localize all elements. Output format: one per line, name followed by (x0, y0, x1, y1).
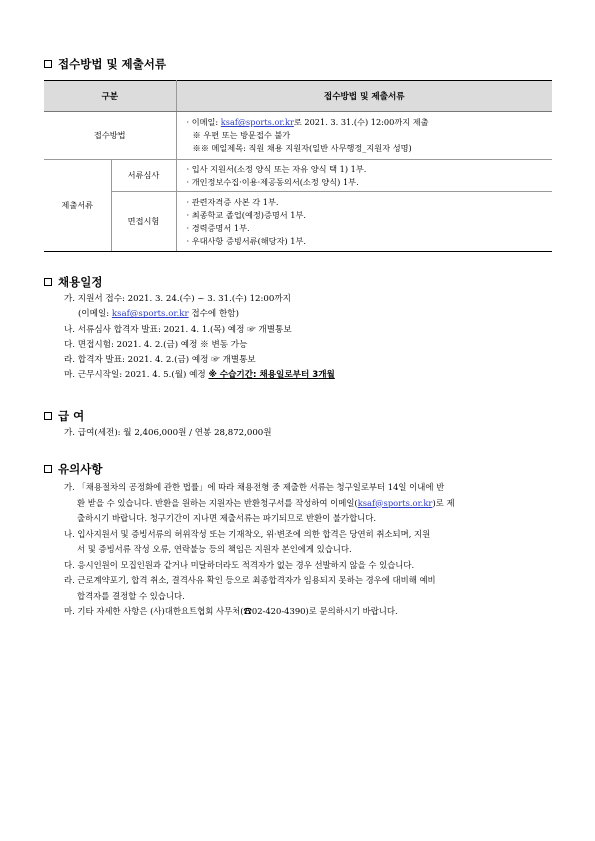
section-heading-schedule (44, 274, 102, 290)
section-title: 급 여 (58, 409, 85, 423)
submission-table (44, 80, 552, 252)
salary-item: 가. 급여(세전): 월 2,406,000원 / 연봉 28,872,000원 (64, 428, 272, 438)
checkbox-square-icon (44, 278, 52, 286)
schedule-item: 나. 서류심사 합격자 발표: 2021. 4. 1.(목) 예정 ☞ 개별통보 (64, 324, 292, 335)
checkbox-square-icon (44, 412, 52, 420)
list-item: · 최종학교 졸업(예정)증명서 1부. (186, 209, 307, 220)
screening-content (176, 160, 552, 192)
schedule-list (64, 292, 335, 384)
schedule-item: 가. 지원서 접수: 2021. 3. 24.(수) ~ 3. 31.(수) 12:00까지 (64, 294, 291, 304)
interview-label: 면접시험 (111, 192, 176, 252)
email-link[interactable]: ksaf@sports.or.kr (357, 497, 433, 508)
docs-label: 제출서류 (44, 160, 111, 252)
note-item: 라. 근로계약포기, 합격 취소, 결격사유 확인 등으로 최종합격자가 임용되지 못하는 경우에 대비해 예비 (64, 575, 436, 585)
method-email-line (187, 116, 547, 129)
screening-label: 서류심사 (111, 160, 176, 192)
method-label: 접수방법 (44, 112, 176, 160)
table-row-method (44, 112, 552, 160)
list-item: · 경력증명서 1부. (186, 222, 250, 233)
text: (이메일: (78, 309, 112, 320)
email-link[interactable]: ksaf@sports.or.kr (111, 309, 189, 320)
list-item: · 개인정보수집·이용·제공동의서(소정 양식) 1부. (186, 176, 359, 187)
text: 로 2021. 3. 31.(수) 12:00까지 제출 (293, 117, 429, 127)
note-item: 가. 「채용절차의 공정화에 관한 법률」에 따라 채용전형 중 제출한 서류는 청구일로부터 14일 이내에 반 (64, 482, 445, 492)
note-item-cont: 출하시기 바랍니다. 청구기간이 지나면 제출서류는 파기되므로 반환이 불가합니다. (77, 513, 377, 523)
list-item: · 입사 지원서(소정 양식 또는 자유 양식 택 1) 1부. (186, 163, 367, 174)
note-item: 나. 입사지원서 및 증빙서류의 허위작성 또는 기재착오, 위·변조에 의한 합격은 당연히 취소되며, 지원 (64, 528, 431, 539)
schedule-item: 다. 면접시험: 2021. 4. 2.(금) 예정 ※ 변동 가능 (64, 339, 248, 350)
header-content: 접수방법 및 제출서류 (176, 81, 552, 112)
section-title: 유의사항 (58, 462, 103, 476)
note-item-cont: 합격자를 결정할 수 있습니다. (77, 590, 185, 601)
note-item: 다. 응시인원이 모집인원과 같거나 미달하더라도 적격자가 없는 경우 선발하지 않을 수 있습니다. (64, 559, 415, 570)
text: · 이메일: (186, 117, 221, 127)
method-content (176, 112, 552, 160)
section-heading-salary (44, 408, 84, 424)
notes-list (64, 480, 554, 620)
schedule-item (64, 368, 335, 383)
section-title: 채용일정 (58, 275, 103, 289)
note-item-cont (64, 496, 554, 512)
section-title: 접수방법 및 제출서류 (58, 57, 166, 71)
probation-note: ※ 수습기간: 채용일로부터 3개월 (208, 370, 335, 381)
schedule-item: 라. 합격자 발표: 2021. 4. 2.(금) 예정 ☞ 개별통보 (64, 355, 256, 366)
note-item: 마. 기타 자세한 사항은 (사)대한요트협회 사무처(☎02-420-4390)로 문의하시기 바랍니다. (64, 606, 398, 616)
table-row-interview (44, 192, 552, 252)
method-no-mail-line: ※ 우편 또는 방문접수 불가 (192, 130, 291, 140)
schedule-item-note (64, 307, 335, 322)
email-link[interactable]: ksaf@sports.or.kr (220, 117, 294, 127)
checkbox-square-icon (44, 60, 52, 68)
text: 환 받을 수 있습니다. 반환을 원하는 지원자는 반환청구서를 작성하여 이메일( (77, 497, 358, 508)
text: 접수에 한함) (188, 309, 239, 320)
interview-content (176, 192, 552, 252)
text: 마. 근무시작일: 2021. 4. 5.(월) 예정 (64, 370, 209, 381)
table-row-screening (44, 160, 552, 192)
list-item: · 관련자격증 사본 각 1부. (186, 196, 279, 207)
section-heading-notes (44, 461, 102, 477)
method-subject-line: ※※ 메일제목: 직원 채용 지원자(일반 사무행정_지원자 성명) (192, 143, 412, 153)
checkbox-square-icon (44, 465, 52, 473)
note-item-cont: 서 및 증빙서류 작성 오류, 연락불능 등의 책임은 지원자 본인에게 있습니다. (77, 544, 352, 554)
list-item: · 우대사항 증빙서류(해당자) 1부. (186, 235, 307, 246)
table-header-row (44, 81, 552, 112)
text: )로 제 (432, 497, 455, 508)
header-category: 구분 (44, 81, 176, 112)
salary-list (64, 426, 272, 441)
section-heading-submission (44, 56, 166, 72)
